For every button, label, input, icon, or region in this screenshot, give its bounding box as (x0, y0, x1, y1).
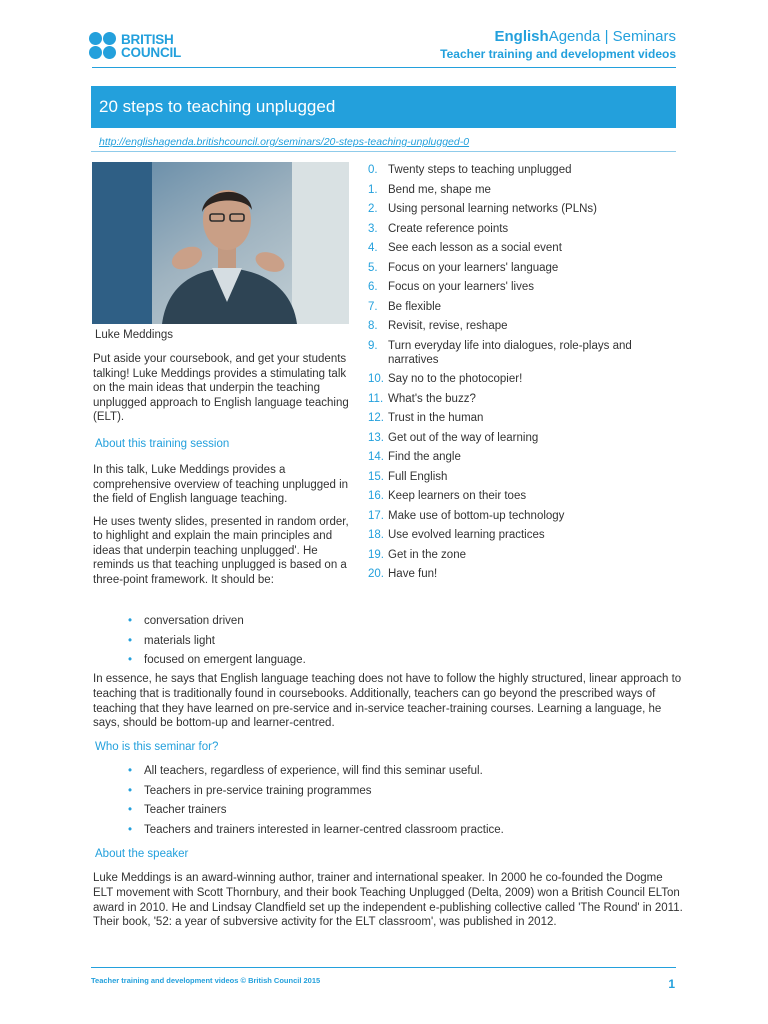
footer-divider (91, 967, 676, 968)
step-item: 9. Turn everyday life into dialogues, role-plays and narratives (368, 339, 632, 366)
about-session-para2: He uses twenty slides, presented in random order, to highlight and explain the main principles and ideas that underpin teaching unplugged'. He reminds us that teaching unplugged is based on a three-point framework. It should be: (93, 515, 349, 586)
step-item: 14. Find the angle (368, 451, 461, 463)
list-item: • Teacher trainers (128, 803, 504, 823)
footer-text: Teacher training and development videos © British Council 2015 (91, 976, 321, 985)
list-item: • focused on emergent language. (128, 653, 306, 673)
header-divider (92, 67, 676, 68)
step-item: 2. Using personal learning networks (PLNs) (368, 203, 598, 215)
who-for-heading: Who is this seminar for? (95, 741, 219, 753)
step-item: 12. Trust in the human (368, 412, 484, 424)
header-brand (440, 28, 676, 61)
step-item: 8. Revisit, revise, reshape (368, 320, 508, 332)
step-item: 16. Keep learners on their toes (368, 490, 527, 502)
list-item: • conversation driven (128, 614, 306, 634)
about-session-heading: About this training session (95, 437, 230, 450)
brand-subtitle: Teacher training and development videos (440, 47, 676, 61)
step-item: 18. Use evolved learning practices (368, 529, 545, 541)
intro-column (93, 352, 353, 595)
logo-dots-icon (89, 32, 116, 59)
title-bar (91, 86, 676, 128)
step-item: 20. Have fun! (368, 568, 438, 580)
step-item: 11. What's the buzz? (368, 392, 476, 405)
step-item: 19. Get in the zone (368, 548, 466, 561)
essence-paragraph: In essence, he says that English language teaching does not have to follow the highly structured, linear approach to teaching that is traditionally found in coursebooks. Additionally, teachers can go beyond the prescribed ways of teaching that they have learned on pre-service and in-service teacher-training courses. Learning a language, he says, should be bottom-up and learner-centred. (93, 673, 682, 730)
list-item: • All teachers, regardless of experience, will find this seminar useful. (128, 764, 504, 784)
list-item: • Teachers in pre-service training programmes (128, 784, 504, 804)
seminar-link[interactable]: http://englishagenda.britishcouncil.org/seminars/20-steps-teaching-unplugged-0 (99, 136, 470, 148)
step-item: 1. Bend me, shape me (368, 183, 491, 196)
steps-list (368, 163, 678, 587)
brand-title: EnglishAgenda | Seminars (494, 28, 676, 45)
step-item: 7. Be flexible (368, 300, 442, 313)
step-item: 3. Create reference points (368, 222, 509, 235)
about-speaker-paragraph: Luke Meddings is an award-winning author, trainer and international speaker. In 2000 he co-founded the Dogme ELT movement with Scott Thornbury, and their book Teaching Unplugged (Delta, 2009) won a British Council ELTon award in 2010. He and Lindsay Clandfield set up the independent e-publishing collective called 'The Round' in 2011. Their book, '52: a year of subversive activity for the ELT classroom', was published in 2012. (93, 872, 683, 929)
list-item: • materials light (128, 634, 306, 654)
framework-list (128, 614, 306, 673)
logo-wordmark: BRITISH COUNCIL (121, 31, 182, 60)
list-item: • Teachers and trainers interested in learner-centred classroom practice. (128, 823, 504, 843)
british-council-logo (89, 32, 181, 59)
page-title: 20 steps to teaching unplugged (99, 97, 336, 116)
step-item: 6. Focus on your learners' lives (368, 281, 535, 293)
about-speaker-heading: About the speaker (95, 848, 189, 860)
step-item: 13. Get out of the way of learning (368, 431, 539, 444)
step-item: 5. Focus on your learners' language (368, 261, 559, 274)
step-item: 10. Say no to the photocopier! (368, 373, 523, 385)
step-item: 0. Twenty steps to teaching unplugged (368, 164, 572, 176)
about-session-para1: In this talk, Luke Meddings provides a comprehensive overview of teaching unplugged in the field of English language teaching. (93, 464, 349, 505)
page-number: 1 (668, 977, 675, 991)
speaker-photo-image (92, 162, 349, 324)
step-item: 4. See each lesson as a social event (368, 242, 562, 254)
step-item: 15. Full English (368, 470, 448, 483)
intro-paragraph: Put aside your coursebook, and get your students talking! Luke Meddings provides a stimulating talk on the main ideas that underpin the teaching unplugged approach to English language teaching (ELT). (93, 353, 349, 423)
photo-caption: Luke Meddings (95, 329, 173, 341)
speaker-photo (92, 162, 349, 324)
link-divider (91, 151, 676, 152)
step-item: 17. Make use of bottom-up technology (368, 509, 565, 522)
audience-list (128, 764, 504, 842)
